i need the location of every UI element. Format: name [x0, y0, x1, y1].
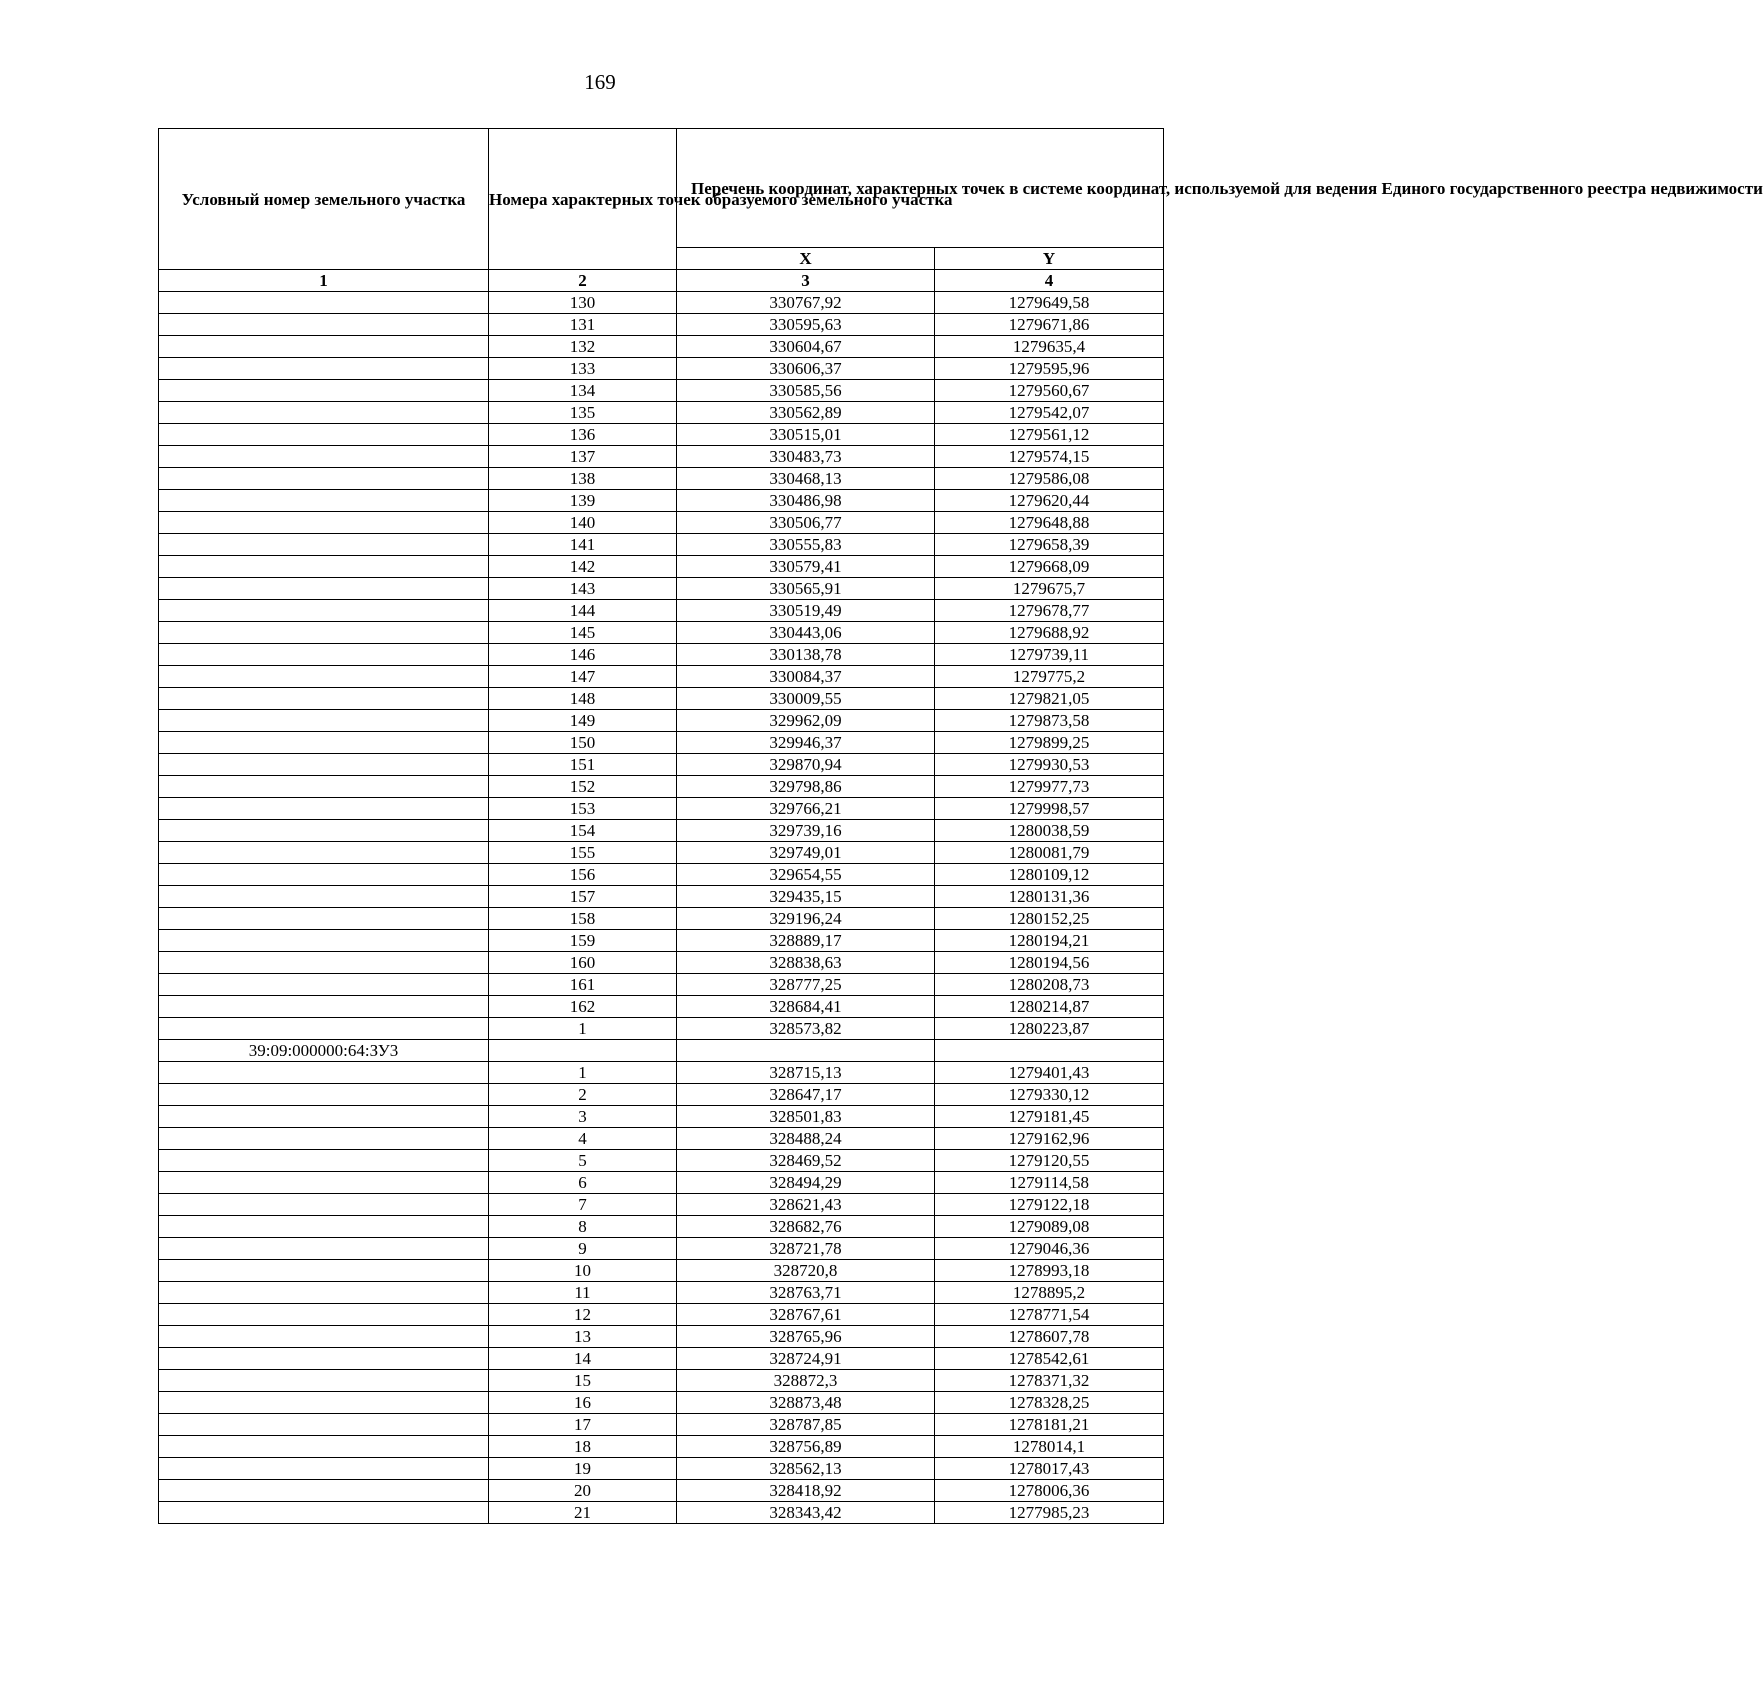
point-number-cell: 14 [489, 1348, 677, 1370]
x-coordinate-cell: 328647,17 [677, 1084, 935, 1106]
x-coordinate-cell: 328715,13 [677, 1062, 935, 1084]
plot-number-cell [159, 1392, 489, 1414]
y-coordinate-cell: 1278542,61 [935, 1348, 1164, 1370]
x-coordinate-cell: 330565,91 [677, 578, 935, 600]
page-number: 169 [584, 70, 616, 94]
point-number-cell: 146 [489, 644, 677, 666]
table-row [159, 490, 1164, 512]
point-number-cell: 20 [489, 1480, 677, 1502]
plot-number-cell [159, 490, 489, 512]
y-coordinate-cell: 1278895,2 [935, 1282, 1164, 1304]
x-coordinate-cell: 329654,55 [677, 864, 935, 886]
x-coordinate-cell: 329739,16 [677, 820, 935, 842]
point-number-cell: 159 [489, 930, 677, 952]
plot-number-cell [159, 1458, 489, 1480]
point-number-cell: 13 [489, 1326, 677, 1348]
point-number-cell: 132 [489, 336, 677, 358]
x-coordinate-cell: 329435,15 [677, 886, 935, 908]
table-row [159, 1216, 1164, 1238]
point-number-cell: 135 [489, 402, 677, 424]
table-row [159, 974, 1164, 996]
y-coordinate-cell: 1278607,78 [935, 1326, 1164, 1348]
table-row [159, 512, 1164, 534]
x-coordinate-cell: 330483,73 [677, 446, 935, 468]
table-row [159, 336, 1164, 358]
x-coordinate-cell: 330506,77 [677, 512, 935, 534]
y-coordinate-cell: 1279120,55 [935, 1150, 1164, 1172]
x-coordinate-cell: 329766,21 [677, 798, 935, 820]
point-number-cell: 150 [489, 732, 677, 754]
y-coordinate-cell: 1279620,44 [935, 490, 1164, 512]
x-coordinate-cell: 328756,89 [677, 1436, 935, 1458]
table-row [159, 600, 1164, 622]
x-coordinate-cell: 329749,01 [677, 842, 935, 864]
plot-number-cell [159, 314, 489, 336]
plot-number-cell [159, 666, 489, 688]
point-number-cell: 134 [489, 380, 677, 402]
x-coordinate-cell: 330767,92 [677, 292, 935, 314]
x-coordinate-cell: 330595,63 [677, 314, 935, 336]
point-number-cell: 138 [489, 468, 677, 490]
header-numbering-row [159, 270, 1164, 292]
plot-number-cell [159, 1084, 489, 1106]
point-number-cell: 1 [489, 1018, 677, 1040]
point-number-cell: 151 [489, 754, 677, 776]
y-coordinate-cell: 1279330,12 [935, 1084, 1164, 1106]
point-number-cell: 2 [489, 1084, 677, 1106]
plot-number-cell [159, 1260, 489, 1282]
plot-number-cell [159, 1172, 489, 1194]
x-coordinate-cell: 329870,94 [677, 754, 935, 776]
x-coordinate-cell: 330138,78 [677, 644, 935, 666]
plot-number-cell [159, 622, 489, 644]
y-coordinate-cell: 1279930,53 [935, 754, 1164, 776]
point-number-cell: 160 [489, 952, 677, 974]
x-coordinate-cell: 328787,85 [677, 1414, 935, 1436]
y-coordinate-cell: 1279899,25 [935, 732, 1164, 754]
plot-number-label: 39:09:000000:64:ЗУ3 [159, 1040, 489, 1062]
header-x: X [677, 248, 935, 270]
plot-number-cell [159, 1194, 489, 1216]
point-number-cell: 139 [489, 490, 677, 512]
plot-number-cell [159, 512, 489, 534]
plot-number-cell [159, 446, 489, 468]
y-coordinate-cell: 1279542,07 [935, 402, 1164, 424]
table-row [159, 1304, 1164, 1326]
x-coordinate-cell: 330562,89 [677, 402, 935, 424]
empty-cell [489, 1040, 677, 1062]
y-coordinate-cell: 1280194,56 [935, 952, 1164, 974]
plot-number-cell [159, 974, 489, 996]
y-coordinate-cell: 1279635,4 [935, 336, 1164, 358]
table-row [159, 556, 1164, 578]
table-row [159, 996, 1164, 1018]
table-row [159, 1480, 1164, 1502]
point-number-cell: 154 [489, 820, 677, 842]
x-coordinate-cell: 330585,56 [677, 380, 935, 402]
x-coordinate-cell: 328682,76 [677, 1216, 935, 1238]
y-coordinate-cell: 1280131,36 [935, 886, 1164, 908]
header-num-1: 1 [159, 270, 489, 292]
x-coordinate-cell: 328621,43 [677, 1194, 935, 1216]
point-number-cell: 16 [489, 1392, 677, 1414]
y-coordinate-cell: 1279595,96 [935, 358, 1164, 380]
y-coordinate-cell: 1279775,2 [935, 666, 1164, 688]
plot-number-cell [159, 864, 489, 886]
point-number-cell: 152 [489, 776, 677, 798]
x-coordinate-cell: 330443,06 [677, 622, 935, 644]
y-coordinate-cell: 1280152,25 [935, 908, 1164, 930]
table-row [159, 666, 1164, 688]
y-coordinate-cell: 1279046,36 [935, 1238, 1164, 1260]
x-coordinate-cell: 328469,52 [677, 1150, 935, 1172]
plot-number-cell [159, 292, 489, 314]
y-coordinate-cell: 1278181,21 [935, 1414, 1164, 1436]
plot-number-cell [159, 1128, 489, 1150]
x-coordinate-cell: 329946,37 [677, 732, 935, 754]
plot-number-cell [159, 930, 489, 952]
table-row [159, 820, 1164, 842]
y-coordinate-cell: 1279162,96 [935, 1128, 1164, 1150]
table-row [159, 688, 1164, 710]
plot-number-cell [159, 380, 489, 402]
x-coordinate-cell: 328721,78 [677, 1238, 935, 1260]
table-row [159, 1128, 1164, 1150]
table-row [159, 1370, 1164, 1392]
plot-number-cell [159, 644, 489, 666]
x-coordinate-cell: 328573,82 [677, 1018, 935, 1040]
y-coordinate-cell: 1278993,18 [935, 1260, 1164, 1282]
plot-number-cell [159, 402, 489, 424]
point-number-cell: 156 [489, 864, 677, 886]
point-number-cell: 130 [489, 292, 677, 314]
y-coordinate-cell: 1278328,25 [935, 1392, 1164, 1414]
point-number-cell: 142 [489, 556, 677, 578]
y-coordinate-cell: 1279122,18 [935, 1194, 1164, 1216]
x-coordinate-cell: 328684,41 [677, 996, 935, 1018]
y-coordinate-cell: 1279648,88 [935, 512, 1164, 534]
point-number-cell: 148 [489, 688, 677, 710]
point-number-cell: 21 [489, 1502, 677, 1524]
table-row [159, 1326, 1164, 1348]
point-number-cell: 157 [489, 886, 677, 908]
table-row [159, 424, 1164, 446]
plot-number-cell [159, 358, 489, 380]
table-row [159, 644, 1164, 666]
plot-number-cell [159, 1436, 489, 1458]
y-coordinate-cell: 1277985,23 [935, 1502, 1164, 1524]
point-number-cell: 6 [489, 1172, 677, 1194]
table-row [159, 1172, 1164, 1194]
header-num-3: 3 [677, 270, 935, 292]
y-coordinate-cell: 1278006,36 [935, 1480, 1164, 1502]
y-coordinate-cell: 1279998,57 [935, 798, 1164, 820]
plot-number-cell [159, 556, 489, 578]
table-row [159, 1392, 1164, 1414]
y-coordinate-cell: 1279561,12 [935, 424, 1164, 446]
y-coordinate-cell: 1279401,43 [935, 1062, 1164, 1084]
table-row [159, 578, 1164, 600]
point-number-cell: 141 [489, 534, 677, 556]
plot-number-cell [159, 1326, 489, 1348]
y-coordinate-cell: 1279671,86 [935, 314, 1164, 336]
point-number-cell: 1 [489, 1062, 677, 1084]
x-coordinate-cell: 328562,13 [677, 1458, 935, 1480]
plot-label-row [159, 1040, 1164, 1062]
table-row [159, 842, 1164, 864]
point-number-cell: 133 [489, 358, 677, 380]
y-coordinate-cell: 1279678,77 [935, 600, 1164, 622]
x-coordinate-cell: 328488,24 [677, 1128, 935, 1150]
empty-cell [677, 1040, 935, 1062]
x-coordinate-cell: 330519,49 [677, 600, 935, 622]
empty-cell [935, 1040, 1164, 1062]
x-coordinate-cell: 328494,29 [677, 1172, 935, 1194]
y-coordinate-cell: 1278771,54 [935, 1304, 1164, 1326]
plot-number-cell [159, 688, 489, 710]
table-row [159, 952, 1164, 974]
y-coordinate-cell: 1280109,12 [935, 864, 1164, 886]
y-coordinate-cell: 1279574,15 [935, 446, 1164, 468]
plot-number-cell [159, 534, 489, 556]
point-number-cell: 17 [489, 1414, 677, 1436]
x-coordinate-cell: 330555,83 [677, 534, 935, 556]
plot-number-cell [159, 710, 489, 732]
point-number-cell: 136 [489, 424, 677, 446]
point-number-cell: 162 [489, 996, 677, 1018]
header-num-4: 4 [935, 270, 1164, 292]
x-coordinate-cell: 330084,37 [677, 666, 935, 688]
x-coordinate-cell: 328765,96 [677, 1326, 935, 1348]
point-number-cell: 5 [489, 1150, 677, 1172]
y-coordinate-cell: 1278371,32 [935, 1370, 1164, 1392]
plot-number-cell [159, 1502, 489, 1524]
plot-number-cell [159, 1480, 489, 1502]
table-row [159, 798, 1164, 820]
plot-number-cell [159, 798, 489, 820]
table-row [159, 1238, 1164, 1260]
plot-number-cell [159, 908, 489, 930]
y-coordinate-cell: 1280081,79 [935, 842, 1164, 864]
x-coordinate-cell: 329196,24 [677, 908, 935, 930]
point-number-cell: 19 [489, 1458, 677, 1480]
plot-number-cell [159, 820, 489, 842]
table-row [159, 1414, 1164, 1436]
x-coordinate-cell: 328777,25 [677, 974, 935, 996]
point-number-cell: 12 [489, 1304, 677, 1326]
y-coordinate-cell: 1280214,87 [935, 996, 1164, 1018]
table-row [159, 1282, 1164, 1304]
table-row [159, 886, 1164, 908]
header-coordinates: Перечень координат, характерных точек в системе координат, используемой для ведения Единого государственного реестра недвижимости [677, 129, 1164, 248]
plot-number-cell [159, 732, 489, 754]
table-row [159, 534, 1164, 556]
plot-number-cell [159, 1282, 489, 1304]
point-number-cell: 4 [489, 1128, 677, 1150]
table-row [159, 468, 1164, 490]
table-row [159, 754, 1164, 776]
table-row [159, 1502, 1164, 1524]
table-row [159, 622, 1164, 644]
y-coordinate-cell: 1278017,43 [935, 1458, 1164, 1480]
table-row [159, 358, 1164, 380]
point-number-cell: 9 [489, 1238, 677, 1260]
y-coordinate-cell: 1278014,1 [935, 1436, 1164, 1458]
point-number-cell: 147 [489, 666, 677, 688]
x-coordinate-cell: 330486,98 [677, 490, 935, 512]
plot-number-cell [159, 1370, 489, 1392]
point-number-cell: 149 [489, 710, 677, 732]
plot-number-cell [159, 1106, 489, 1128]
point-number-cell: 18 [489, 1436, 677, 1458]
x-coordinate-cell: 328872,3 [677, 1370, 935, 1392]
plot-number-cell [159, 1304, 489, 1326]
point-number-cell: 137 [489, 446, 677, 468]
header-y: Y [935, 248, 1164, 270]
point-number-cell: 144 [489, 600, 677, 622]
header-plot-number: Условный номер земельного участка [159, 129, 489, 270]
point-number-cell: 8 [489, 1216, 677, 1238]
plot-number-cell [159, 886, 489, 908]
point-number-cell: 158 [489, 908, 677, 930]
plot-number-cell [159, 754, 489, 776]
y-coordinate-cell: 1279586,08 [935, 468, 1164, 490]
table-row [159, 1018, 1164, 1040]
y-coordinate-cell: 1279114,58 [935, 1172, 1164, 1194]
x-coordinate-cell: 329798,86 [677, 776, 935, 798]
table-row [159, 1106, 1164, 1128]
y-coordinate-cell: 1279688,92 [935, 622, 1164, 644]
x-coordinate-cell: 328873,48 [677, 1392, 935, 1414]
x-coordinate-cell: 330468,13 [677, 468, 935, 490]
table-row [159, 314, 1164, 336]
point-number-cell: 140 [489, 512, 677, 534]
x-coordinate-cell: 330579,41 [677, 556, 935, 578]
plot-number-cell [159, 1414, 489, 1436]
plot-number-cell [159, 424, 489, 446]
y-coordinate-cell: 1279181,45 [935, 1106, 1164, 1128]
point-number-cell: 131 [489, 314, 677, 336]
table-row [159, 402, 1164, 424]
table-header [159, 129, 1763, 292]
table-row [159, 1348, 1164, 1370]
x-coordinate-cell: 328763,71 [677, 1282, 935, 1304]
x-coordinate-cell: 328724,91 [677, 1348, 935, 1370]
table-row [159, 292, 1164, 314]
y-coordinate-cell: 1279873,58 [935, 710, 1164, 732]
x-coordinate-cell: 328501,83 [677, 1106, 935, 1128]
point-number-cell: 15 [489, 1370, 677, 1392]
x-coordinate-cell: 328418,92 [677, 1480, 935, 1502]
table-body [159, 292, 1164, 1524]
point-number-cell: 145 [489, 622, 677, 644]
plot-number-cell [159, 600, 489, 622]
plot-number-cell [159, 336, 489, 358]
table-row [159, 864, 1164, 886]
x-coordinate-cell: 328343,42 [677, 1502, 935, 1524]
x-coordinate-cell: 328767,61 [677, 1304, 935, 1326]
x-coordinate-cell: 329962,09 [677, 710, 935, 732]
table-row [159, 1062, 1164, 1084]
table-row [159, 930, 1164, 952]
table-row [159, 776, 1164, 798]
x-coordinate-cell: 330515,01 [677, 424, 935, 446]
y-coordinate-cell: 1279560,67 [935, 380, 1164, 402]
point-number-cell: 10 [489, 1260, 677, 1282]
table-row [159, 1436, 1164, 1458]
plot-number-cell [159, 1348, 489, 1370]
coordinates-table [158, 128, 1763, 1524]
y-coordinate-cell: 1280038,59 [935, 820, 1164, 842]
point-number-cell: 3 [489, 1106, 677, 1128]
plot-number-cell [159, 996, 489, 1018]
y-coordinate-cell: 1279977,73 [935, 776, 1164, 798]
plot-number-cell [159, 776, 489, 798]
table-row [159, 1084, 1164, 1106]
x-coordinate-cell: 330604,67 [677, 336, 935, 358]
point-number-cell: 153 [489, 798, 677, 820]
point-number-cell: 143 [489, 578, 677, 600]
table-row [159, 1194, 1164, 1216]
header-num-2: 2 [489, 270, 677, 292]
table-row [159, 732, 1164, 754]
y-coordinate-cell: 1279089,08 [935, 1216, 1164, 1238]
table-row [159, 710, 1164, 732]
point-number-cell: 7 [489, 1194, 677, 1216]
y-coordinate-cell: 1279675,7 [935, 578, 1164, 600]
plot-number-cell [159, 952, 489, 974]
x-coordinate-cell: 330606,37 [677, 358, 935, 380]
plot-number-cell [159, 842, 489, 864]
x-coordinate-cell: 328889,17 [677, 930, 935, 952]
plot-number-cell [159, 468, 489, 490]
table-row [159, 446, 1164, 468]
plot-number-cell [159, 1238, 489, 1260]
point-number-cell: 161 [489, 974, 677, 996]
y-coordinate-cell: 1280194,21 [935, 930, 1164, 952]
table-row [159, 1150, 1164, 1172]
table-row [159, 908, 1164, 930]
y-coordinate-cell: 1279658,39 [935, 534, 1164, 556]
header-row [159, 129, 1164, 248]
point-number-cell: 155 [489, 842, 677, 864]
header-point-numbers: Номера характерных точек образуемого земельного участка [489, 129, 677, 270]
plot-number-cell [159, 578, 489, 600]
point-number-cell: 11 [489, 1282, 677, 1304]
y-coordinate-cell: 1279739,11 [935, 644, 1164, 666]
y-coordinate-cell: 1279649,58 [935, 292, 1164, 314]
plot-number-cell [159, 1216, 489, 1238]
table-row [159, 1458, 1164, 1480]
y-coordinate-cell: 1279668,09 [935, 556, 1164, 578]
y-coordinate-cell: 1279821,05 [935, 688, 1164, 710]
plot-number-cell [159, 1062, 489, 1084]
table-row [159, 380, 1164, 402]
x-coordinate-cell: 328720,8 [677, 1260, 935, 1282]
plot-number-cell [159, 1150, 489, 1172]
x-coordinate-cell: 330009,55 [677, 688, 935, 710]
x-coordinate-cell: 328838,63 [677, 952, 935, 974]
y-coordinate-cell: 1280208,73 [935, 974, 1164, 996]
table-row [159, 1260, 1164, 1282]
plot-number-cell [159, 1018, 489, 1040]
y-coordinate-cell: 1280223,87 [935, 1018, 1164, 1040]
